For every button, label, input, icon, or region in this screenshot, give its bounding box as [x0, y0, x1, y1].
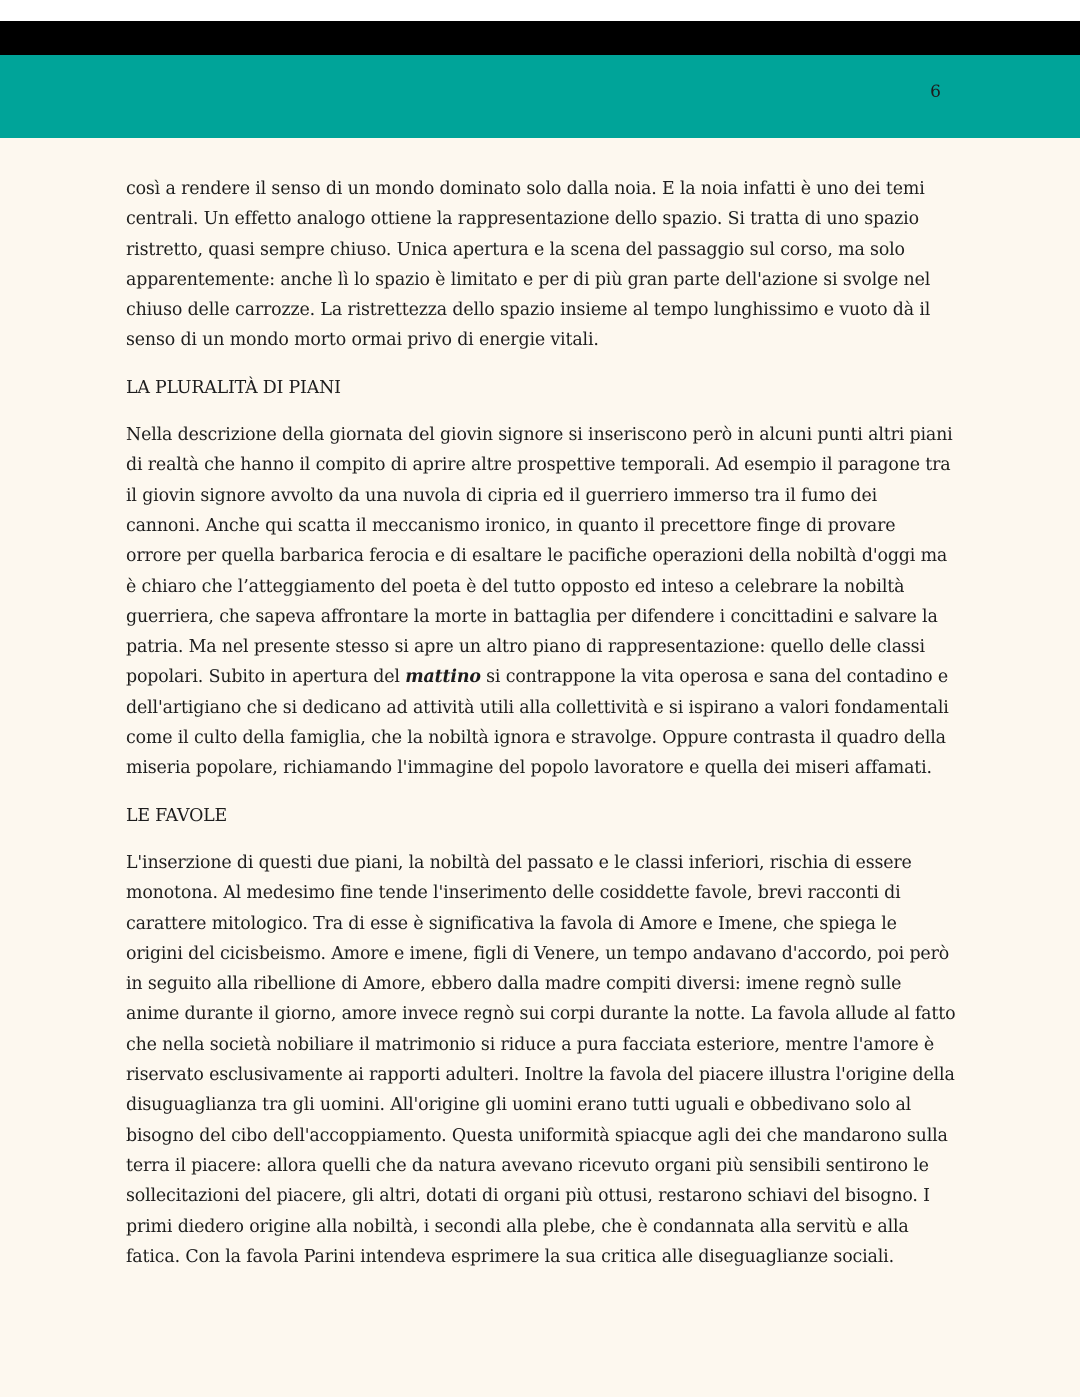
paragraph-pluralita-text-start: Nella descrizione della giornata del giovin signore si inseriscono però in alcuni punti altri piani di realtà che hanno il compito di aprire altre prospettive temporali. Ad esempio il paragone tra il giovin signore avvolto da una nuvola di cipria ed il guerriero immerso tra il fumo dei cannoni. Anche qui scatta il meccanismo ironico, in quanto il precettore finge di provare orrore per quella barbarica ferocia e di esaltare le pacifiche operazioni della nobiltà d'oggi ma è chiaro che l’atteggiamento del poeta è del tutto opposto ed inteso a celebrare la nobiltà guerriera, che sapeva affrontare la morte in battaglia per difendere i concittadini e salvare la patria. Ma nel presente stesso si apre un altro piano di rappresentazione: quello delle classi popolari. Subito in apertura del: [126, 425, 953, 688]
emphasis-mattino: mattino: [405, 667, 481, 688]
section-heading-pluralita: LA PLURALITÀ DI PIANI: [126, 377, 341, 398]
paragraph-favole: L'inserzione di questi due piani, la nobiltà del passato e le classi inferiori, rischia di essere monotona. Al medesimo fine tende l'inserimento delle cosiddette favole, brevi racconti di carattere mitologico. Tra di esse è significativa la favola di Amore e Imene, che spiega le origini del cicisbeismo. Amore e imene, figli di Venere, un tempo andavano d'accordo, poi però in seguito alla ribellione di Amore, ebbero dalla madre compiti diversi: imene regnò sulle anime durante il giorno, amore invece regnò sui corpi durante la notte. La favola allude al fatto che nella società nobiliare il matrimonio si riduce a pura facciata esteriore, mentre l'amore è riservato esclusivamente ai rapporti adulteri. Inoltre la favola del piacere illustra l'origine della disuguaglianza tra gli uomini. All'origine gli uomini erano tutti uguali e obbedivano solo al bisogno del cibo dell'accoppiamento. Questa uniformità spiacque agli dei che mandarono sulla terra il piacere: allora quelli che da natura avevano ricevuto organi più sensibili sentirono le sollecitazioni del piacere, gli altri, dotati di organi più ottusi, restarono schiavi del bisogno. I primi diedero origine alla nobiltà, i secondi alla plebe, che è condannata alla servitù e alla fatica. Con la favola Parini intendeva esprimere la sua critica alle diseguaglianze sociali.: [126, 852, 956, 1267]
paragraph-pluralita-text-end: si contrappone la vita operosa e sana del contadino e dell'artigiano che si dedicano ad attività utili alla collettività e si ispirano a valori fondamentali come il culto della famiglia, che la nobiltà ignora e stravolge. Oppure contrasta il quadro della miseria popolare, richiamando l'immagine del popolo lavoratore e quella dei miseri affamati.: [126, 667, 949, 779]
document-body: [126, 174, 956, 1272]
page-number: 6: [930, 82, 941, 102]
paragraph-pluralita: [126, 420, 956, 784]
section-heading-favole: LE FAVOLE: [126, 805, 227, 826]
header-band: [0, 55, 1080, 138]
top-margin: [0, 0, 1080, 21]
top-black-bar: [0, 21, 1080, 55]
paragraph-space: così a rendere il senso di un mondo dominato solo dalla noia. E la noia infatti è uno dei temi centrali. Un effetto analogo ottiene la rappresentazione dello spazio. Si tratta di uno spazio ristretto, quasi sempre chiuso. Unica apertura e la scena del passaggio sul corso, ma solo apparentemente: anche lì lo spazio è limitato e per di più gran parte dell'azione si svolge nel chiuso delle carrozze. La ristrettezza dello spazio insieme al tempo lunghissimo e vuoto dà il senso di un mondo morto ormai privo di energie vitali.: [126, 179, 931, 351]
